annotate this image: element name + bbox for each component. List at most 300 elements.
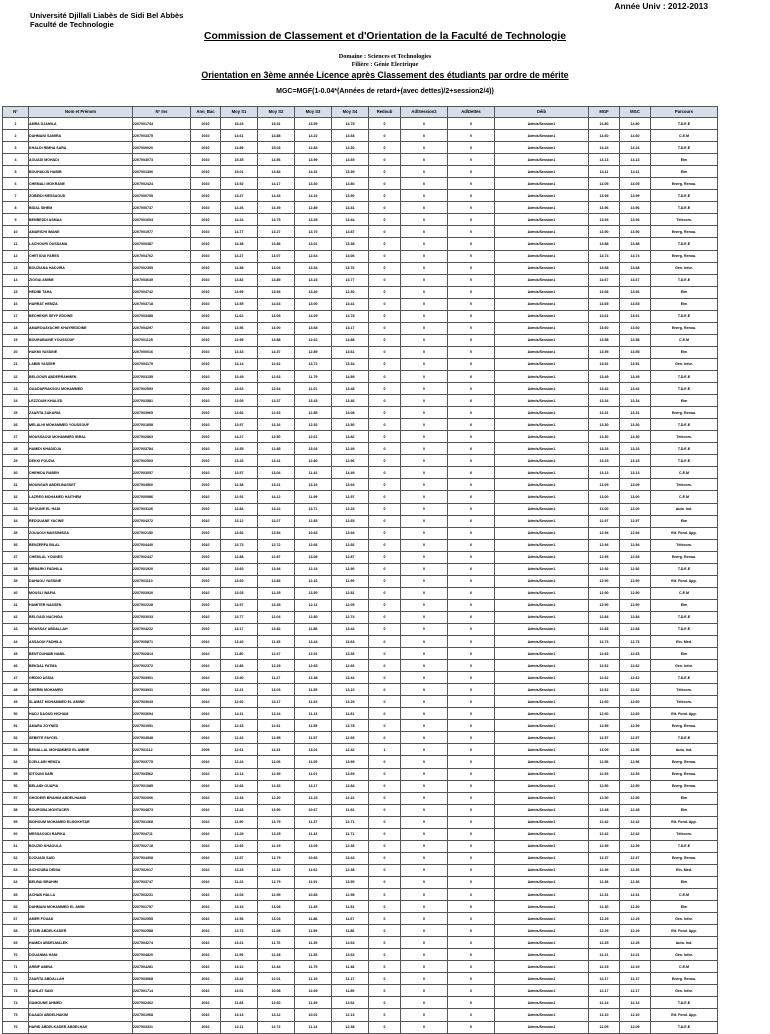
table-cell: T.D.E.E [651, 419, 718, 431]
table-cell: BOUZID KHAOULA [29, 840, 133, 852]
table-cell: 12.73 [589, 636, 620, 648]
table-cell: 13.04 [258, 467, 295, 479]
table-cell: 12.64 [295, 250, 332, 262]
table-cell: 13.27 [258, 515, 295, 527]
table-cell: Elm [651, 792, 718, 804]
table-cell: 14.89 [332, 370, 369, 382]
table-cell: 13.93 [589, 214, 620, 226]
table-row [3, 804, 718, 816]
table-cell: 0 [448, 346, 495, 358]
table-cell: 12.88 [221, 551, 258, 563]
table-cell: 0 [369, 238, 401, 250]
table-cell: 0 [369, 118, 401, 130]
table-cell: 13.03 [221, 587, 258, 599]
table-cell: 0 [401, 383, 448, 395]
table-cell: 0 [448, 648, 495, 660]
table-cell: 13.60 [221, 563, 258, 575]
table-cell: AICHOUBA DENIA [29, 864, 133, 876]
table-cell: 14.55 [221, 298, 258, 310]
table-cell: Admis/Session1 [495, 913, 589, 925]
table-cell: Auto. Ind. [651, 744, 718, 756]
table-cell: ZAARTA ZAKARIA [29, 407, 133, 419]
table-cell: 11.35 [295, 949, 332, 961]
table-cell: 38 [3, 563, 29, 575]
table-cell: Energ. Renou. [651, 407, 718, 419]
table-cell: 2010 [191, 479, 221, 491]
table-cell: 12.23 [332, 503, 369, 515]
table-cell: Admis/Session1 [495, 479, 589, 491]
table-cell: 0 [401, 648, 448, 660]
table-cell: 12.83 [295, 515, 332, 527]
table-row [3, 720, 718, 732]
table-cell: Télécom. [651, 539, 718, 551]
table-cell: 2010 [191, 467, 221, 479]
table-cell: 12.60 [620, 708, 651, 720]
table-cell: Admis/Session1 [495, 660, 589, 672]
table-cell: Admis/Session1 [495, 527, 589, 539]
table-cell: 14.55 [221, 443, 258, 455]
table-cell: Ett. Fond. App. [651, 925, 718, 937]
table-cell: Gen. Infor. [651, 262, 718, 274]
table-cell: BENZERFA BILAL [29, 539, 133, 551]
formula-line: MGC=MGF(1-0.04*(Années de retard+(avec dettes)/2+session2/4)) [276, 88, 494, 95]
table-cell: 12.17 [589, 973, 620, 985]
table-cell: Admis/Session1 [495, 840, 589, 852]
table-cell: 12.84 [332, 780, 369, 792]
table-cell: T.D.E.E [651, 623, 718, 635]
table-cell: 2207000020 [133, 142, 191, 154]
table-cell: Admis/Session1 [495, 587, 589, 599]
table-cell: C.E.M [651, 467, 718, 479]
table-cell: 11.37 [295, 816, 332, 828]
table-cell: Admis/Session1 [495, 575, 589, 587]
table-cell: 13.94 [332, 527, 369, 539]
table-cell: Ett. Fond. App. [651, 816, 718, 828]
table-cell: HARID ABDELKADER ABDELHAK [29, 1021, 133, 1033]
table-cell: 52 [3, 732, 29, 744]
table-cell: BIDAL SIHEM [29, 202, 133, 214]
orientation-title: Orientation en 3ème année Licence après Classement des étudiants par ordre de mérite [201, 70, 569, 80]
table-cell: 0 [448, 901, 495, 913]
table-cell: CHEHIDA RABEH [29, 467, 133, 479]
table-cell: 11.81 [332, 708, 369, 720]
table-cell: 2010 [191, 708, 221, 720]
table-cell: 11.23 [221, 876, 258, 888]
table-cell: 12.34 [221, 792, 258, 804]
table-cell: 13.30 [589, 419, 620, 431]
table-cell: 13.60 [221, 575, 258, 587]
table-cell: 2010 [191, 611, 221, 623]
table-cell: 16 [3, 298, 29, 310]
table-cell: 0 [448, 997, 495, 1009]
table-cell: Admis/Session1 [495, 166, 589, 178]
table-cell: 12.89 [295, 202, 332, 214]
table-cell: Auto. Ind. [651, 937, 718, 949]
table-cell: 13.94 [258, 563, 295, 575]
table-cell: 12.50 [589, 780, 620, 792]
table-cell: 2207003331 [133, 1021, 191, 1033]
table-cell: 0 [369, 551, 401, 563]
table-cell: KHALDI RIMHA SARA [29, 142, 133, 154]
table-cell: 0 [369, 889, 401, 901]
table-cell: MOUSSAOUI MOHAMMED IBRAL [29, 431, 133, 443]
table-cell: 0 [448, 250, 495, 262]
table-cell: Admis/Session1 [495, 383, 589, 395]
table-cell: 58 [3, 804, 29, 816]
table-cell: 2207002462 [133, 997, 191, 1009]
table-cell: 13.66 [221, 527, 258, 539]
table-cell: 13.16 [221, 901, 258, 913]
table-cell: 2010 [191, 792, 221, 804]
table-cell: 12.10 [589, 1009, 620, 1021]
table-cell: AMARA ZOYNED [29, 720, 133, 732]
table-cell: 13.73 [221, 539, 258, 551]
table-cell: 12.94 [589, 527, 620, 539]
table-cell: 12.94 [620, 539, 651, 551]
table-cell: Admis/Session1 [495, 961, 589, 973]
table-cell: BOURABAINE YOUSSOUF [29, 334, 133, 346]
table-cell: 12.92 [620, 563, 651, 575]
table-cell: Elm [651, 395, 718, 407]
table-cell: 2207003057 [133, 467, 191, 479]
table-cell: 2207002150 [133, 527, 191, 539]
table-cell: 13.12 [258, 1009, 295, 1021]
table-cell: 13.50 [332, 876, 369, 888]
table-cell: Energ. Renou. [651, 852, 718, 864]
table-cell: 0 [369, 611, 401, 623]
table-cell: 12.63 [620, 648, 651, 660]
table-cell: Admis/Session1 [495, 358, 589, 370]
table-cell: 0 [401, 804, 448, 816]
table-cell: 13.30 [589, 431, 620, 443]
table-cell: 13.99 [589, 190, 620, 202]
table-cell: 12.62 [258, 358, 295, 370]
table-cell: 0 [401, 491, 448, 503]
table-cell: Energ. Renou. [651, 720, 718, 732]
table-cell: 2207004873 [133, 804, 191, 816]
table-cell: 11.17 [332, 973, 369, 985]
table-cell: 12.72 [258, 539, 295, 551]
table-cell: 12.53 [589, 768, 620, 780]
table-cell: 13.46 [332, 395, 369, 407]
table-cell: 2010 [191, 925, 221, 937]
table-cell: 11.13 [295, 708, 332, 720]
table-cell: GAMOUNE AHMED [29, 997, 133, 1009]
table-cell: 0 [369, 876, 401, 888]
table-cell: 2207003968 [133, 973, 191, 985]
table-cell: Admis/Session1 [495, 262, 589, 274]
table-cell: 12.49 [332, 443, 369, 455]
table-cell: ACHAB HALLA [29, 889, 133, 901]
table-cell: 14.44 [332, 214, 369, 226]
table-cell: 2010 [191, 997, 221, 1009]
table-cell: AMER FOUAD [29, 913, 133, 925]
table-cell: 13.99 [295, 118, 332, 130]
table-cell: 0 [401, 1021, 448, 1033]
table-cell: Admis/Session1 [495, 816, 589, 828]
table-cell: 0 [448, 828, 495, 840]
table-cell: 13.21 [221, 937, 258, 949]
table-cell: MELALHI MOHAMMED YOUSSOUF [29, 419, 133, 431]
table-cell: 12.10 [620, 1009, 651, 1021]
table-cell: 15.01 [221, 166, 258, 178]
table-cell: 12.94 [589, 539, 620, 551]
table-row [3, 985, 718, 997]
table-cell: 13.08 [258, 901, 295, 913]
table-cell: 12.05 [332, 599, 369, 611]
table-cell: 2207002424 [133, 178, 191, 190]
table-cell: 49 [3, 696, 29, 708]
table-cell: 2010 [191, 696, 221, 708]
table-row [3, 419, 718, 431]
table-cell: 13.79 [258, 816, 295, 828]
table-cell: 12.81 [332, 587, 369, 599]
table-cell: 13.01 [295, 238, 332, 250]
table-cell: Admis/Session1 [495, 467, 589, 479]
table-cell: 0 [401, 587, 448, 599]
table-cell: 12.92 [589, 563, 620, 575]
table-cell: 2010 [191, 852, 221, 864]
table-cell: 12.90 [332, 563, 369, 575]
table-cell: 0 [448, 443, 495, 455]
table-cell: 26 [3, 419, 29, 431]
table-cell: 28 [3, 443, 29, 455]
table-cell: 36 [3, 539, 29, 551]
table-cell: 0 [401, 142, 448, 154]
table-cell: BELGAID NACHIDA [29, 611, 133, 623]
table-row [3, 479, 718, 491]
table-cell: 12.30 [332, 286, 369, 298]
table-cell: 11.97 [295, 732, 332, 744]
table-cell: Admis/Session1 [495, 178, 589, 190]
table-cell: 2010 [191, 1021, 221, 1033]
table-cell: 15.23 [221, 118, 258, 130]
table-cell: 0 [448, 358, 495, 370]
table-cell: 11 [3, 238, 29, 250]
table-cell: SLAMAT MOHAMMED EL AMINE [29, 696, 133, 708]
table-cell: 2207003784 [133, 443, 191, 455]
table-cell: Gen. Infor. [651, 985, 718, 997]
table-cell: 14.61 [221, 130, 258, 142]
table-cell: 10 [3, 226, 29, 238]
table-cell: 12.24 [295, 563, 332, 575]
table-cell: 12.42 [620, 816, 651, 828]
table-cell: 2010 [191, 527, 221, 539]
table-cell: CHEMLAL YOUNES [29, 551, 133, 563]
table-row [3, 660, 718, 672]
table-cell: 32 [3, 491, 29, 503]
table-cell: 14.58 [221, 262, 258, 274]
table-cell: T.D.E.E [651, 238, 718, 250]
table-cell: 2010 [191, 334, 221, 346]
table-cell: 12.19 [620, 961, 651, 973]
table-cell: 2207002395 [133, 262, 191, 274]
table-cell: 13.57 [221, 467, 258, 479]
table-cell: 12.29 [589, 925, 620, 937]
table-cell: 0 [448, 322, 495, 334]
table-cell: 0 [369, 575, 401, 587]
table-cell: 0 [401, 696, 448, 708]
table-cell: 13.17 [258, 696, 295, 708]
table-cell: 2207001977 [133, 226, 191, 238]
table-cell: 0 [448, 973, 495, 985]
table-cell: 43 [3, 623, 29, 635]
table-cell: 2010 [191, 166, 221, 178]
table-cell: 12.17 [620, 985, 651, 997]
table-cell: 14.27 [221, 431, 258, 443]
table-cell: 0 [401, 828, 448, 840]
table-cell: 2010 [191, 503, 221, 515]
table-cell: 13.74 [589, 250, 620, 262]
table-cell: 0 [369, 431, 401, 443]
table-row [3, 732, 718, 744]
table-cell: 13.37 [258, 395, 295, 407]
table-cell: Elm [651, 876, 718, 888]
table-cell: 2010 [191, 623, 221, 635]
table-cell: 12.62 [620, 672, 651, 684]
table-cell: 13.44 [332, 623, 369, 635]
table-cell: 0 [369, 648, 401, 660]
table-cell: 0 [369, 949, 401, 961]
table-cell: T.D.E.E [651, 118, 718, 130]
table-cell: BOUHADJS HABIB [29, 166, 133, 178]
table-cell: 2207002228 [133, 599, 191, 611]
table-cell: 13.45 [258, 599, 295, 611]
table-cell: T.D.E.E [651, 202, 718, 214]
table-cell: 2207003043 [133, 696, 191, 708]
table-cell: 0 [448, 660, 495, 672]
table-cell: 12.65 [295, 660, 332, 672]
table-cell: 0 [369, 527, 401, 539]
table-cell: 13.76 [332, 262, 369, 274]
table-cell: 14.12 [258, 491, 295, 503]
table-cell: 0 [401, 178, 448, 190]
table-cell: 13 [3, 262, 29, 274]
table-cell: 13.36 [332, 648, 369, 660]
table-cell: 0 [448, 527, 495, 539]
table-cell: 46 [3, 660, 29, 672]
table-cell: 14.77 [221, 226, 258, 238]
table-cell: 0 [369, 684, 401, 696]
table-cell: 2010 [191, 346, 221, 358]
table-cell: C.E.M [651, 130, 718, 142]
table-cell: 15 [3, 286, 29, 298]
table-cell: Energ. Renou. [651, 780, 718, 792]
table-cell: 12.42 [221, 732, 258, 744]
table-cell: Elm [651, 901, 718, 913]
table-cell: 13.42 [589, 383, 620, 395]
table-cell: 13.75 [258, 214, 295, 226]
table-cell: 13.08 [295, 551, 332, 563]
table-cell: 12.29 [620, 913, 651, 925]
table-cell: 13.67 [589, 274, 620, 286]
table-cell: 2207003931 [133, 684, 191, 696]
table-cell: 12.95 [221, 334, 258, 346]
table-cell: 71 [3, 961, 29, 973]
table-cell: 12.57 [620, 732, 651, 744]
table-cell: LAZREG MOHAMED HAITHEM [29, 491, 133, 503]
table-cell: 11.59 [295, 925, 332, 937]
table-cell: 0 [369, 214, 401, 226]
table-cell: MOUSSAY ABDALLAH [29, 623, 133, 635]
table-cell: 12.84 [589, 611, 620, 623]
col-header: Ann_Bac [191, 107, 221, 118]
table-cell: Admis/Session1 [495, 154, 589, 166]
table-cell: 2207003718 [133, 298, 191, 310]
table-cell: 13.90 [332, 190, 369, 202]
table-row [3, 142, 718, 154]
table-cell: 0 [448, 708, 495, 720]
table-cell: 2010 [191, 298, 221, 310]
table-cell: 0 [369, 708, 401, 720]
table-row [3, 575, 718, 587]
table-cell: 2207003775 [133, 756, 191, 768]
table-cell: 2010 [191, 226, 221, 238]
table-cell: 13.61 [589, 310, 620, 322]
table-cell: 2207002017 [133, 864, 191, 876]
table-cell: 11.90 [221, 816, 258, 828]
table-cell: 13.44 [295, 636, 332, 648]
table-cell: 11.51 [332, 901, 369, 913]
table-cell: 2010 [191, 937, 221, 949]
table-row [3, 346, 718, 358]
table-cell: 12.91 [295, 648, 332, 660]
table-cell: 0 [369, 455, 401, 467]
table-cell: 0 [369, 503, 401, 515]
table-cell: 0 [401, 961, 448, 973]
table-cell: Eln. Med. [651, 636, 718, 648]
table-cell: 0 [448, 539, 495, 551]
table-cell: 12.43 [221, 720, 258, 732]
table-cell: 0 [448, 503, 495, 515]
table-cell: Gen. Infor. [651, 949, 718, 961]
table-cell: 2010 [191, 732, 221, 744]
table-cell: 73 [3, 985, 29, 997]
table-cell: 13.04 [258, 262, 295, 274]
table-cell: 2207004711 [133, 828, 191, 840]
table-cell: 2207004440 [133, 539, 191, 551]
table-cell: 12.65 [332, 515, 369, 527]
col-header: Déib [495, 107, 589, 118]
table-cell: 40 [3, 587, 29, 599]
table-cell: 12.61 [258, 720, 295, 732]
table-cell: Elm [651, 648, 718, 660]
table-cell: 0 [401, 262, 448, 274]
table-cell: 0 [369, 539, 401, 551]
table-cell: ASSAOUI FADHILA [29, 636, 133, 648]
table-cell: 0 [448, 334, 495, 346]
table-cell: 14.24 [589, 142, 620, 154]
table-cell: 0 [448, 720, 495, 732]
table-cell: 2207003747 [133, 876, 191, 888]
table-cell: 13.23 [295, 274, 332, 286]
table-cell: 12.56 [221, 913, 258, 925]
table-cell: 2010 [191, 310, 221, 322]
table-cell: 0 [369, 864, 401, 876]
table-cell: 12.90 [589, 599, 620, 611]
table-row [3, 636, 718, 648]
table-cell: 0 [448, 804, 495, 816]
table-cell: Admis/Session1 [495, 419, 589, 431]
table-cell: 0 [448, 684, 495, 696]
table-cell: 0 [369, 997, 401, 1009]
table-cell: 13.86 [258, 238, 295, 250]
table-cell: 12.60 [258, 997, 295, 1009]
table-cell: 2207000986 [133, 491, 191, 503]
table-cell: 14.38 [221, 238, 258, 250]
table-cell: 13.77 [221, 611, 258, 623]
table-cell: 0 [448, 238, 495, 250]
